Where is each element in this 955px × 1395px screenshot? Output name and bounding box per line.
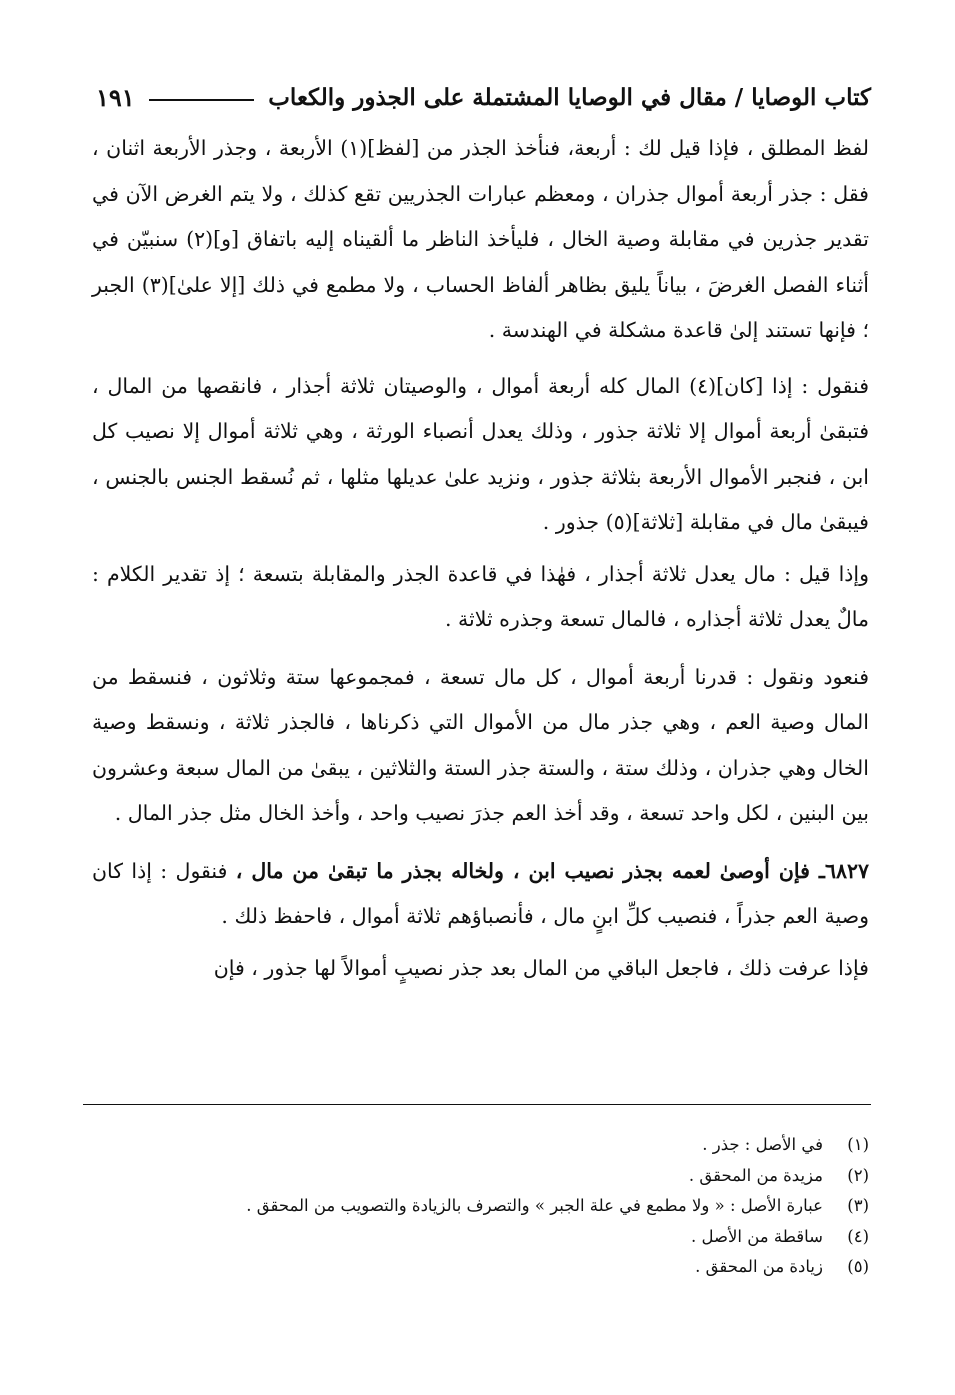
footnote-item xyxy=(90,1130,869,1161)
paragraph-3-text: وإذا قيل : مال يعدل ثلاثة أجذار ، فهٰذا في قاعدة الجذر والمقابلة بتسعة ؛ إذ تقدير الكلام : مالٌ يعدل ثلاثة أجذاره ، فالمال تسعة وجذره ثلاثة . xyxy=(92,561,869,631)
paragraph-6-text: فإذا عرفت ذلك ، فاجعل الباقي من المال بعد جذر نصيبٍ أموالاً لها جذور ، فإن xyxy=(213,955,869,980)
footnote-number: (١) xyxy=(847,1135,869,1154)
footnotes xyxy=(90,1130,869,1283)
footnote-separator xyxy=(83,1104,871,1105)
paragraph-1 xyxy=(92,126,869,354)
footnote-number: (٤) xyxy=(847,1226,869,1246)
footnote-number: (٣) xyxy=(847,1196,869,1215)
paragraph-4-text: فنعود ونقول : قدرنا أربعة أموال ، كل مال تسعة ، فمجموعها ستة وثلاثون ، فنسقط من المال وصية العم ، وهي جذر مال من الأموال التي ذكرناها ، فالجذر ثلاثة ، ونسقط وصية الخال وهي جذران ، وذلك ستة ، والستة جذر الستة والثلاثين ، يبقىٰ من المال سبعة وعشرون بين البنين ، لكل واحد تسعة ، وقد أخذ العم جذرَ نصيب واحد ، وأخذ الخال مثل جذر المال . xyxy=(92,664,869,825)
paragraph-4 xyxy=(92,655,869,837)
header-rule xyxy=(149,99,255,101)
main-text xyxy=(92,126,869,991)
footnote-number: (٥) xyxy=(847,1257,869,1276)
paragraph-1-text: لفظ المطلق ، فإذا قيل لك : أربعة، فنأخذ الجذر من [لفظ](١) الأربعة ، وجذر الأربعة اثنان ، فقل : جذر أربعة أموال جذران ، ومعظم عبارات الجذريين تقع كذلك ، ولا يتم الغرض الآن في تقدير جذرين في مقابلة وصية الخال ، فليأخذ الناظر ما ألقيناه إليه باتفاق [و](٢) سنبيّن في أثناء الفصل الغرضَ ، بياناً يليق بظاهر ألفاظ الحساب ، ولا مطمع في ذلك [إلا علىٰ](٣) الجبر ؛ فإنها تستند إلىٰ قاعدة مشكلة في الهندسة . xyxy=(92,136,869,342)
footnote-text: ساقطة من الأصل . xyxy=(691,1226,823,1246)
footnote-item xyxy=(90,1252,869,1283)
footnote-item xyxy=(90,1161,869,1192)
paragraph-5 xyxy=(92,849,869,940)
page-number: ١٩١ xyxy=(96,82,135,112)
footnote-text: زيادة من المحقق . xyxy=(695,1257,823,1276)
footnote-item xyxy=(90,1222,869,1253)
paragraph-6 xyxy=(92,946,869,992)
paragraph-2-text: فنقول : إذا [كان](٤) المال كله أربعة أموال ، والوصيتان ثلاثة أجذار ، فانقصها من المال ، فتبقىٰ أربعة أموال إلا ثلاثة جذور ، وذلك يعدل أنصباء الورثة ، وهي ثلاثة أموال إلا نصيب كل ابن ، فنجبر الأموال الأربعة بثلاثة جذور ، ونزيد علىٰ عديلها مثلها ، ثم نُسقط الجنس بالجنس ، فيبقىٰ مال في مقابلة [ثلاثة](٥) جذور . xyxy=(92,373,869,534)
issue-heading: ٦٨٢٧ـ فإن أوصىٰ لعمه بجذر نصيب ابن ، ولخاله بجذر ما تبقىٰ من مال ، xyxy=(235,858,869,883)
footnote-text: عبارة الأصل : « ولا مطمع في علة الجبر » والتصرف بالزيادة والتصويب من المحقق . xyxy=(246,1196,823,1215)
header-title: كتاب الوصايا / مقال في الوصايا المشتملة على الجذور والكعاب xyxy=(268,83,871,111)
footnote-item xyxy=(90,1191,869,1222)
footnote-text: في الأصل : جذر . xyxy=(702,1135,823,1154)
paragraph-3 xyxy=(92,552,869,643)
running-header xyxy=(96,78,871,116)
footnote-text: مزيدة من المحقق . xyxy=(688,1165,823,1185)
footnote-number: (٢) xyxy=(847,1165,869,1185)
paragraph-5-text: فنقول : إذا كان وصية العم جذراً ، فنصيب كلِّ ابنٍ مال ، فأنصباؤهم ثلاثة أموال ، فاحفظ ذلك . xyxy=(92,858,869,928)
paragraph-2 xyxy=(92,364,869,546)
